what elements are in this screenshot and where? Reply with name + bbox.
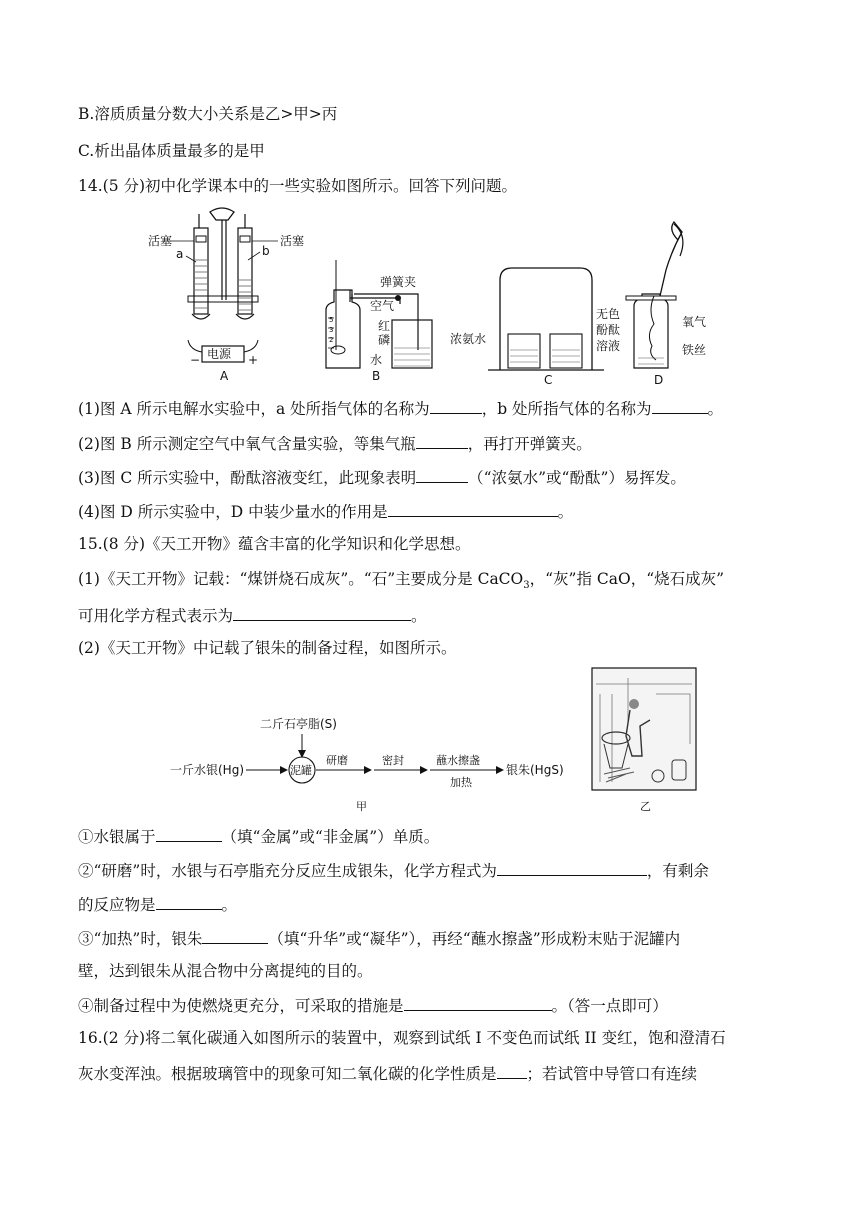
apparatus-b bbox=[326, 260, 432, 383]
svg-text:2: 2 bbox=[329, 336, 334, 344]
flow-start: 一斤水银(Hg) bbox=[170, 763, 245, 777]
answer-blank[interactable] bbox=[416, 466, 468, 483]
label-yi: 乙 bbox=[640, 800, 651, 813]
label-red-p-2: 磷 bbox=[378, 333, 391, 347]
flow-seal: 密封 bbox=[382, 754, 404, 767]
q15-sub2-line1: ②“研磨”时，水银与石亭脂充分反应生成银朱，化学方程式为 ，有剩余 bbox=[78, 859, 709, 881]
label-power: 电源 bbox=[207, 347, 232, 361]
answer-blank[interactable] bbox=[404, 994, 552, 1011]
label-D: D bbox=[654, 373, 664, 387]
label-plus: + bbox=[248, 353, 259, 367]
answer-blank[interactable] bbox=[497, 859, 647, 876]
flow-diagram bbox=[170, 716, 564, 813]
answer-blank[interactable] bbox=[156, 825, 222, 842]
label-colorless-2: 酚酞 bbox=[596, 323, 621, 337]
q15-part1-line2: 可用化学方程式表示为 。 bbox=[78, 604, 427, 626]
q14-part2: (2)图 B 所示测定空气中氧气含量实验，等集气瓶 ，再打开弹簧夹。 bbox=[78, 432, 592, 454]
q15-sub3-line1: ③“加热”时，银朱 （填“升华”或“凝华”），再经“蘸水擦盏”形成粉末贴于泥罐内 bbox=[78, 927, 680, 949]
label-huose-left: 活塞 bbox=[148, 234, 173, 248]
q14-part4: (4)图 D 所示实验中，D 中装少量水的作用是 。 bbox=[78, 500, 573, 522]
q15-sub1: ①水银属于 （填“金属”或“非金属”）单质。 bbox=[78, 825, 439, 847]
answer-blank[interactable] bbox=[497, 1062, 527, 1079]
question-15-title: 15.(8 分)《天工开物》蕴含丰富的化学知识和化学思想。 bbox=[78, 535, 471, 553]
label-spring-clip: 弹簧夹 bbox=[380, 275, 417, 289]
q15-sub4: ④制备过程中为使燃烧更充分，可采取的措施是 。（答一点即可） bbox=[78, 994, 668, 1016]
svg-text:3: 3 bbox=[329, 326, 334, 334]
option-b: B.溶质质量分数大小关系是乙>甲>丙 bbox=[78, 105, 338, 123]
answer-blank[interactable] bbox=[430, 397, 482, 414]
label-A: A bbox=[220, 369, 229, 383]
label-a: a bbox=[176, 247, 184, 261]
vermilion-figure bbox=[160, 664, 700, 818]
flow-wipe: 蘸水擦盏 bbox=[436, 754, 480, 767]
question-16-line2: 灰水变浑浊。根据玻璃管中的现象可知二氧化碳的化学性质是 ；若试管中导管口有连续 bbox=[78, 1062, 697, 1084]
q15-sub3-line2: 壁，达到银朱从混合物中分离提纯的目的。 bbox=[78, 962, 373, 980]
label-colorless-1: 无色 bbox=[596, 307, 621, 321]
apparatus-c bbox=[450, 268, 620, 387]
apparatus-d bbox=[626, 222, 706, 387]
label-minus: − bbox=[190, 353, 201, 367]
q15-part2: (2)《天工开物》中记载了银朱的制备过程，如图所示。 bbox=[78, 639, 457, 657]
experiments-figure bbox=[148, 200, 728, 390]
q15-part1-line1: (1)《天工开物》记载：“煤饼烧石成灰”。“石”主要成分是 CaCO$_3$，“灰”指 CaO，“烧石成灰” bbox=[78, 570, 725, 592]
label-B: B bbox=[372, 369, 381, 383]
label-red-p-1: 红 bbox=[378, 319, 391, 333]
svg-text:5: 5 bbox=[329, 316, 334, 324]
apparatus-a bbox=[148, 208, 304, 383]
flow-heat: 加热 bbox=[450, 776, 472, 789]
label-water: 水 bbox=[370, 353, 383, 367]
label-jia: 甲 bbox=[356, 800, 367, 813]
answer-blank[interactable] bbox=[416, 432, 468, 449]
label-oxygen: 氧气 bbox=[682, 315, 707, 329]
label-huose-right: 活塞 bbox=[280, 234, 305, 248]
label-colorless-3: 溶液 bbox=[596, 339, 621, 353]
label-iron-wire: 铁丝 bbox=[682, 343, 707, 357]
q14-part1: (1)图 A 所示电解水实验中，a 处所指气体的名称为 ，b 处所指气体的名称为 。 bbox=[78, 397, 723, 419]
label-conc-ammonia: 浓氨水 bbox=[450, 332, 487, 346]
illustration-yi bbox=[592, 668, 696, 813]
answer-blank[interactable] bbox=[233, 604, 411, 621]
flow-grind: 研磨 bbox=[326, 754, 348, 767]
flow-pot: 泥罐 bbox=[290, 764, 312, 777]
option-c: C.析出晶体质量最多的是甲 bbox=[78, 142, 265, 160]
label-C: C bbox=[544, 373, 553, 387]
q14-part3: (3)图 C 所示实验中，酚酞溶液变红，此现象表明 （“浓氨水”或“酚酞”）易挥发。 bbox=[78, 466, 686, 488]
answer-blank[interactable] bbox=[388, 500, 558, 517]
answer-blank[interactable] bbox=[156, 893, 222, 910]
answer-blank[interactable] bbox=[652, 397, 708, 414]
flow-sulfur: 二斤石亭脂(S) bbox=[260, 717, 337, 731]
question-14-title: 14.(5 分)初中化学课本中的一些实验如图所示。回答下列问题。 bbox=[78, 177, 518, 195]
label-air: 空气 bbox=[370, 299, 395, 313]
label-b: b bbox=[262, 244, 270, 258]
flow-product: 银朱(HgS) bbox=[506, 763, 564, 777]
answer-blank[interactable] bbox=[202, 927, 268, 944]
q15-sub2-line2: 的反应物是 。 bbox=[78, 893, 237, 915]
question-16-line1: 16.(2 分)将二氧化碳通入如图所示的装置中，观察到试纸 I 不变色而试纸 II 变红，饱和澄清石 bbox=[78, 1029, 726, 1047]
